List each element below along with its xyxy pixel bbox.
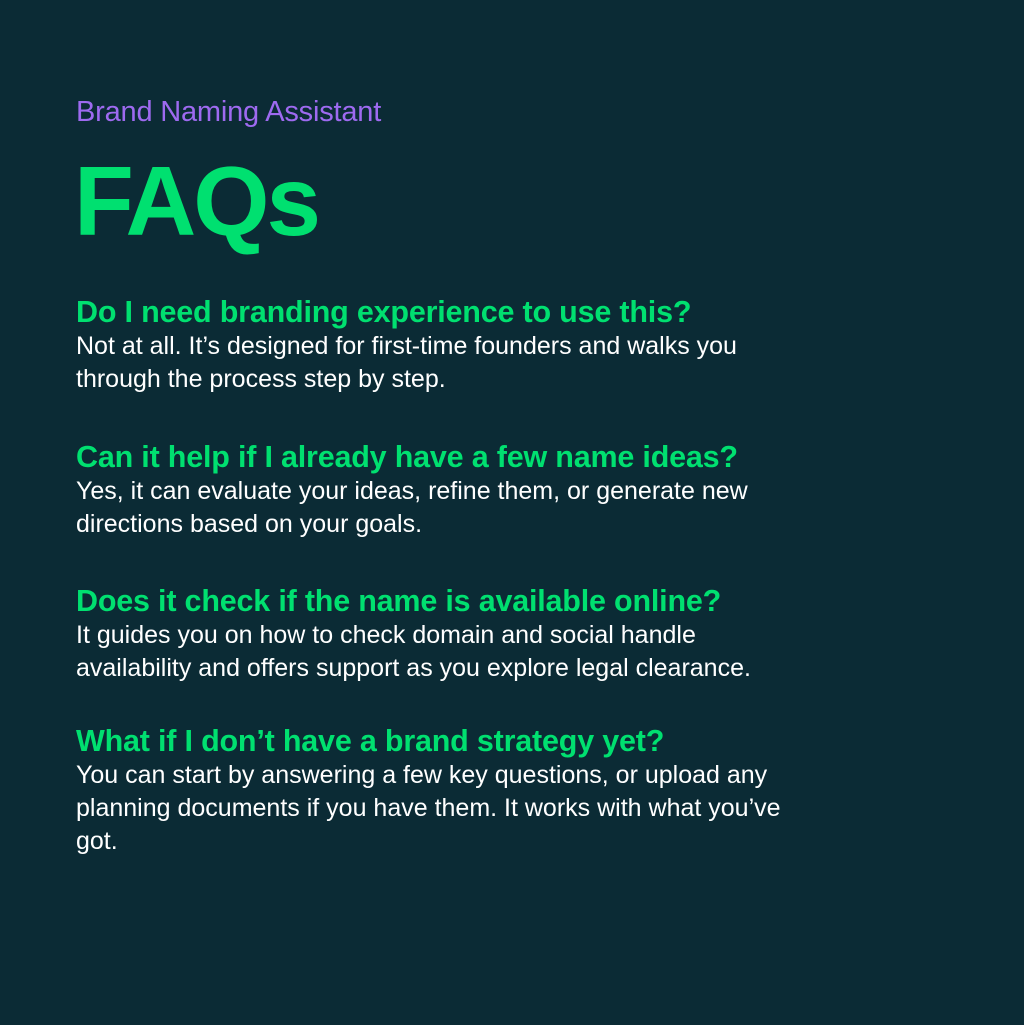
faq-item-brand-strategy	[76, 723, 956, 858]
faq-answer	[76, 330, 946, 396]
faq-question: Does it check if the name is available online?	[76, 584, 722, 618]
faq-answer-line: directions based on your goals.	[76, 510, 423, 538]
faq-item-online-availability	[76, 583, 956, 685]
faq-answer-line: It guides you on how to check domain and social handle	[76, 621, 696, 649]
faq-item-existing-ideas	[76, 439, 956, 541]
product-name: Brand Naming Assistant	[76, 96, 382, 128]
faq-answer-line: got.	[76, 827, 118, 855]
faq-answer	[76, 619, 946, 685]
faq-answer-line: through the process step by step.	[76, 365, 446, 393]
faq-item-branding-experience	[76, 294, 956, 396]
faq-answer	[76, 475, 946, 541]
faq-question: Can it help if I already have a few name ideas?	[76, 440, 738, 474]
faq-answer-line: availability and offers support as you explore legal clearance.	[76, 654, 751, 682]
faq-answer-line: Yes, it can evaluate your ideas, refine them, or generate new	[76, 477, 748, 505]
faq-question: What if I don’t have a brand strategy yet?	[76, 724, 665, 758]
page-title: FAQs	[74, 146, 318, 256]
faq-answer	[76, 759, 946, 858]
faq-answer-line: planning documents if you have them. It works with what you’ve	[76, 794, 781, 822]
faq-question: Do I need branding experience to use this?	[76, 295, 692, 329]
faq-answer-line: You can start by answering a few key questions, or upload any	[76, 761, 768, 789]
faq-answer-line: Not at all. It’s designed for first-time founders and walks you	[76, 332, 737, 360]
